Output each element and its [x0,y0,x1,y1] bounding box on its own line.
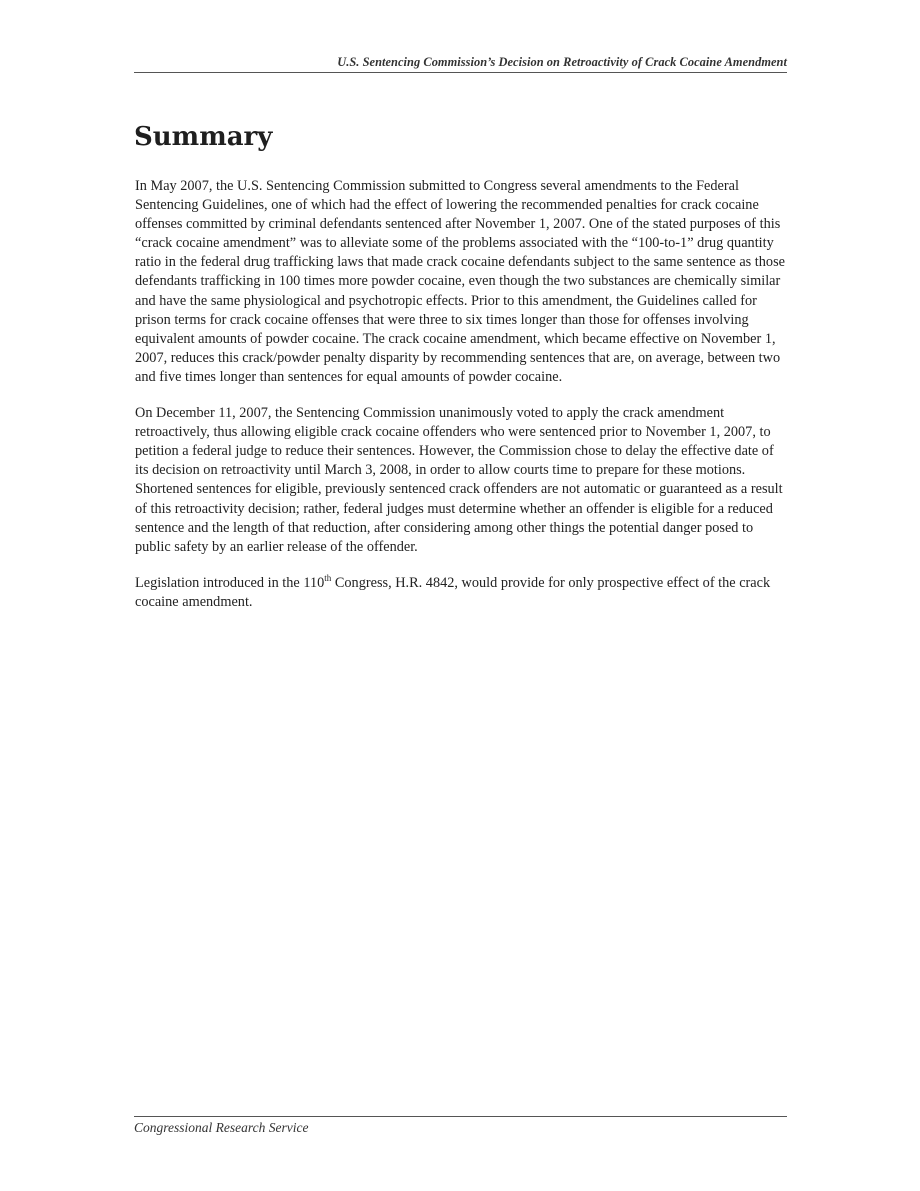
section-title: Summary [134,122,273,152]
paragraph-legislation [135,574,785,612]
summary-body [135,177,785,629]
running-footer: Congressional Research Service [134,1120,309,1135]
legislation-text-start: Legislation introduced in the 110 [135,574,325,591]
running-header: U.S. Sentencing Commission’s Decision on Retroactivity of Crack Cocaine Amendment [337,55,787,69]
ordinal-suffix: th [324,573,332,584]
header-divider [134,72,787,73]
paragraph-commission-vote: On December 11, 2007, the Sentencing Commission unanimously voted to apply the crack amendment retroactively, thus allowing eligible crack cocaine offenders who were sentenced prior to November 1, 2007, to petition a federal judge to reduce their sentences. However, the Commission chose to delay the effective date of its decision on retroactivity until March 3, 2008, in order to allow courts time to prepare for these motions. Shortened sentences for eligible, previously sentenced crack offenders are not automatic or guaranteed as a result of this retroactivity decision; rather, federal judges must determine whether an offender is eligible for a reduced sentence and the length of that reduction, after considering among other things the potential danger posed to public safety by an earlier release of the offender. [135,405,783,555]
paragraph-retroactivity-background: In May 2007, the U.S. Sentencing Commission submitted to Congress several amendments to the Federal Sentencing Guidelines, one of which had the effect of lowering the recommended penalties for crack cocaine offenses committed by criminal defendants sentenced after November 1, 2007. One of the stated purposes of this “crack cocaine amendment” was to alleviate some of the problems associated with the “100-to-1” drug quantity ratio in the federal drug trafficking laws that made crack cocaine defendants subject to the same sentence as those defendants trafficking in 100 times more powder cocaine, even though the two substances are chemically similar and have the same physiological and psychotropic effects. Prior to this amendment, the Guidelines called for prison terms for crack cocaine offenses that were three to six times longer than those for offenses involving equivalent amounts of powder cocaine. The crack cocaine amendment, which became effective on November 1, 2007, reduces this crack/powder penalty disparity by recommending sentences that are, on average, between two and five times longer than sentences for equal amounts of powder cocaine. [135,178,785,385]
legislation-text-end: Congress, H.R. 4842, would provide for only prospective effect of the crack cocaine amendment. [135,574,771,610]
footer-divider [134,1116,787,1117]
